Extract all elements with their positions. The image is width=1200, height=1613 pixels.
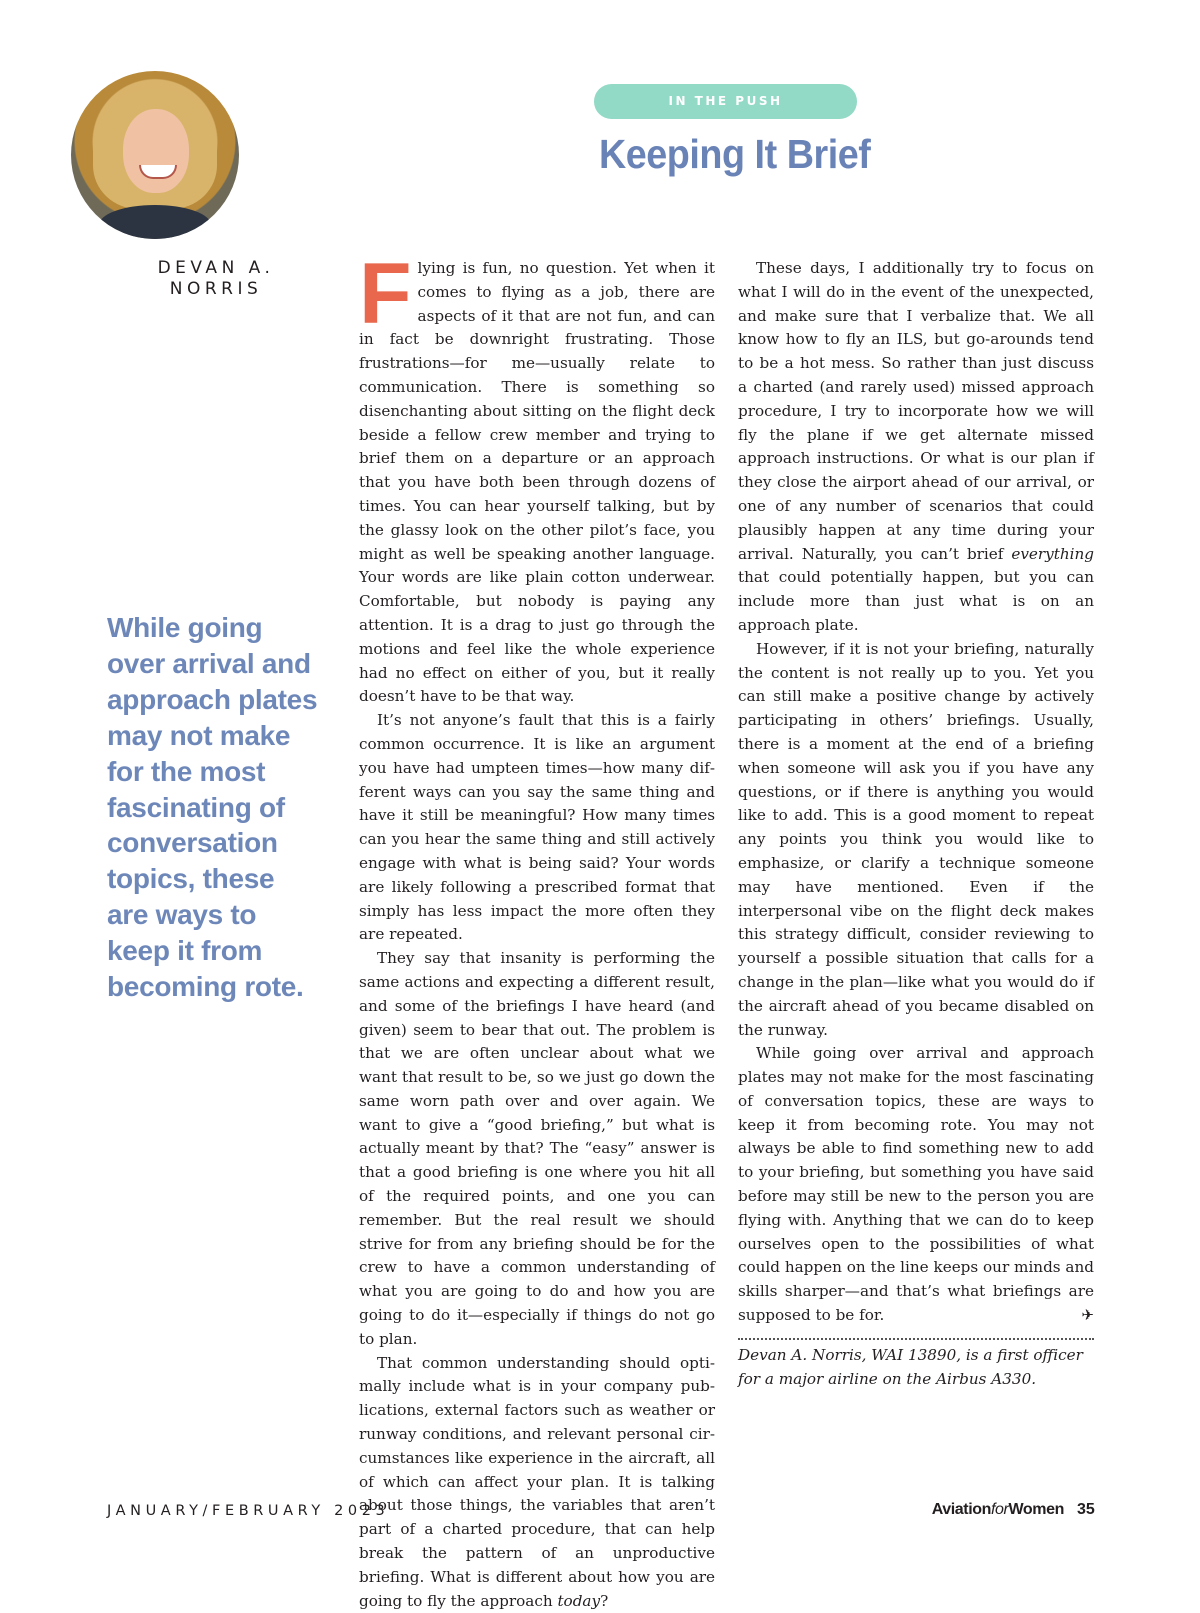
bio-divider xyxy=(738,1338,1094,1340)
portrait-face xyxy=(123,109,189,193)
dropcap: F xyxy=(359,246,412,342)
airplane-icon: ✈ xyxy=(1081,1306,1094,1325)
paragraph-4-emphasis: today xyxy=(557,1591,601,1610)
logo-part-women: Women xyxy=(1008,1501,1064,1518)
article-column-2 xyxy=(738,257,1094,1391)
paragraph-1 xyxy=(359,246,715,709)
paragraph-4-end: ? xyxy=(600,1591,609,1610)
paragraph-3: They say that insanity is performing the same actions and expecting a different result, and some of the briefings I have heard (and given) seem to bear that out. The problem is that we are often unclear about what we want that result to be, so we just go down the same worn path over and over again. We want to give a “good briefing,” but what is actually meant by that? The “easy” answer is that a good briefing is one where you hit all of the required points, and one you can remember. But the real result we should strive for from any briefing should be for the crew to have a common understanding of what you are going to do and how you are going to do it—especially if things do not go to plan. xyxy=(359,949,715,1348)
logo-part-for: for xyxy=(991,1501,1009,1518)
paragraph-5-emphasis: everything xyxy=(1011,544,1095,563)
magazine-logo xyxy=(932,1501,1064,1519)
issue-date: JANUARY/FEBRUARY 2023 xyxy=(107,1503,390,1519)
article-column-1 xyxy=(359,246,715,1613)
page-number: 35 xyxy=(1077,1501,1095,1518)
paragraph-5-end: that could potentially happen, but you can include more than just what is on an approach plate. xyxy=(738,568,1094,634)
paragraph-7 xyxy=(738,1042,1094,1328)
pullquote: While going over arrival and approach plates may not make for the most fascinating of conversation topics, these are ways to keep it from becoming rote. xyxy=(107,612,318,1003)
paragraph-7-text: While going over arrival and approach plates may not make for the most fascinating of conversation topics, these are ways to keep it from becoming rote. You may not always be able to find something new to add to your briefing, but something you have said before may still be new to the person you are flying with. Anything that we can do to keep ourselves open to the possibilities of what could happen on the line keeps our minds and skills sharper—and that’s what briefings are supposed to be for. xyxy=(738,1044,1094,1325)
logo-part-aviation: Aviation xyxy=(931,1501,992,1518)
paragraph-6: However, if it is not your briefing, naturally the content is not really up to you. Yet you can still make a positive change by actively participating in others’ briefings. Usually, there is a moment at the end of a briefing when someone will ask you if you have any questions, or if there is anything you would like to add. This is a good moment to repeat any points you think you would like to emphasize, or clarify a technique someone may have mentioned. Even if the interpersonal vibe on the flight deck makes this strategy difficult, consider reviewing to yourself a possible situation that calls for a change in the plan—like what you would do if the aircraft ahead of you became disabled on the runway. xyxy=(738,639,1094,1039)
author-bio: Devan A. Norris, WAI 13890, is a first officer for a major airline on the Airbus A330. xyxy=(738,1345,1083,1388)
portrait-uniform xyxy=(99,205,211,239)
paragraph-2: It’s not anyone’s fault that this is a fairly common occurrence. It is like an argument you have had umpteen times—how many different ways can you say the same thing and have it still be meaningful? How many times can you hear the same thing and still actively engage with what is being said? Your words are likely following a prescribed format that simply has less impact the more often they are repeated. xyxy=(359,711,715,944)
paragraph-5 xyxy=(738,257,1094,638)
paragraph-4-text: That common understanding should optimally include what is in your company publications, external factors such as weather or runway conditions, and relevant personal circumstances like experience in the aircraft, all of which can affect your plan. It is talking about those things, the variables that aren’t part of a charted procedure, that can help break the pattern of an unproductive briefing. What is different about how you are going to fly the approach xyxy=(359,1353,715,1610)
article-title: Keeping It Brief xyxy=(598,131,871,177)
paragraph-5-text: These days, I additionally try to focus on what I will do in the event of the unexpected, and make sure that I verbalize that. We all know how to fly an ILS, but go-arounds tend to be a hot mess. So rather than just discuss a charted (and rarely used) missed approach procedure, I try to incorporate how we will fly the plane if we get alternate missed approach instructions. Or what is our plan if they close the airport ahead of our arrival, or one of any number of scenarios that could plausibly happen at any time during your arrival. Naturally, you can’t brief xyxy=(738,259,1094,563)
paragraph-1-text: lying is fun, no question. Yet when it comes to flying as a job, there are aspects of it that are not fun, and can in fact be downright frustrating. Those frustrations—for me—usually relate to communication. There is something so disenchanting about sitting on the flight deck beside a fellow crew member and trying to brief them on a departure or an approach that you have both been through dozens of times. You can hear yourself talking, but by the glassy look on the other pilot’s face, you might as well be speaking another language. Your words are like plain cotton underwear. Comfortable, but nobody is paying any attention. It is a drag to just go through the motions and feel like the whole experience had no effect on either of you, but it really doesn’t have to be that way. xyxy=(359,259,715,706)
author-portrait xyxy=(71,71,239,239)
paragraph-4 xyxy=(359,1352,715,1613)
author-name: DEVAN A. NORRIS xyxy=(157,258,275,299)
section-label: IN THE PUSH xyxy=(594,84,857,119)
